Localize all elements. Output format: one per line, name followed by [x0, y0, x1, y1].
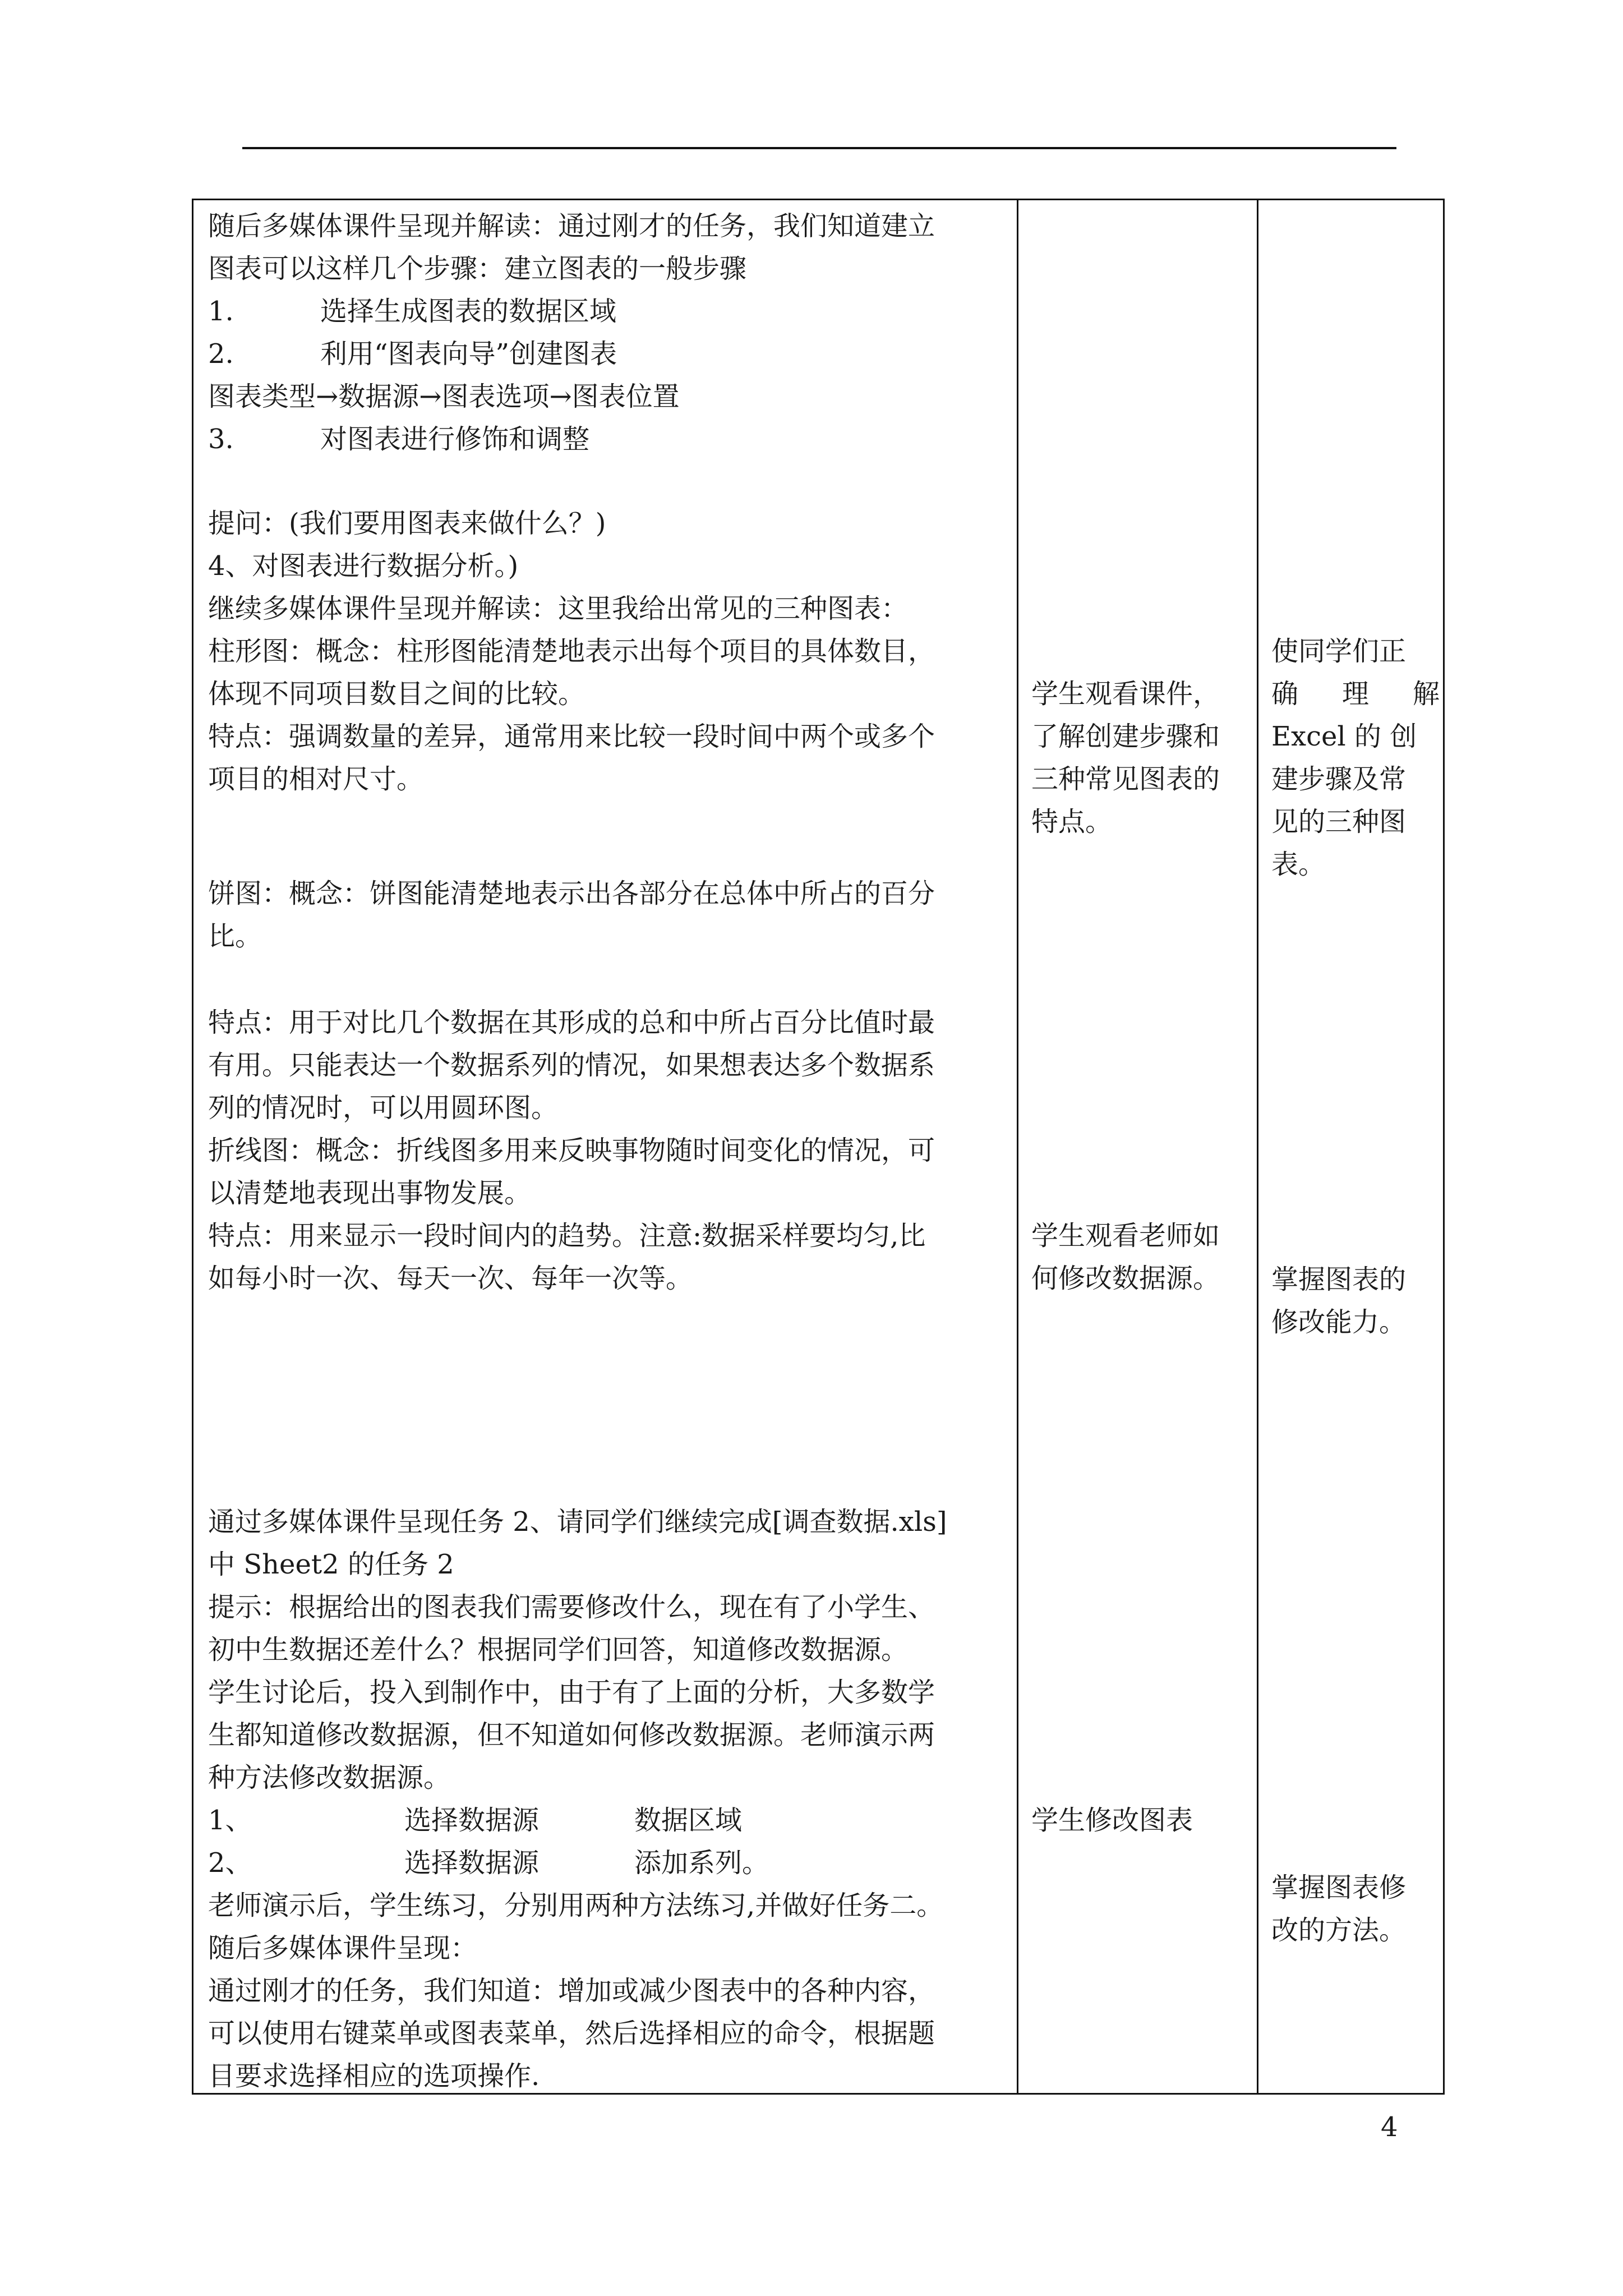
pie-chart-feature: 列的情况时，可以用圆环图。 — [208, 1092, 559, 1124]
student-activity-text: 学生观看老师如 — [1031, 1220, 1220, 1251]
justified-char: 理 — [1341, 678, 1369, 710]
hint-text: 初中生数据还差什么？根据同学们回答，知道修改数据源。 — [208, 1634, 909, 1665]
line-chart-feature: 如每小时一次、每天一次、每年一次等。 — [208, 1263, 693, 1294]
teaching-text-line: 随后多媒体课件呈现： — [208, 1932, 478, 1964]
student-activity-text: 了解创建步骤和 — [1031, 721, 1220, 752]
design-intent-text: Excel 的 创 — [1271, 721, 1417, 752]
teaching-text-line: 随后多媒体课件呈现并解读：通过刚才的任务，我们知道建立 — [208, 210, 935, 242]
design-intent-text: 使同学们正 — [1271, 636, 1407, 667]
method-number: 1、 — [208, 1805, 252, 1836]
student-activity-text: 学生修改图表 — [1031, 1805, 1193, 1836]
bar-chart-concept: 柱形图：概念：柱形图能清楚地表示出每个项目的具体数目， — [208, 636, 935, 667]
design-intent-text: 掌握图表修 — [1271, 1872, 1407, 1903]
method-step: 添加系列。 — [634, 1847, 769, 1879]
teaching-text-line: 图表可以这样几个步骤：建立图表的一般步骤 — [208, 253, 747, 284]
task2-text: 通过多媒体课件呈现任务 2、请同学们继续完成[调查数据.xls] — [208, 1506, 947, 1538]
justified-char: 确 — [1271, 678, 1299, 710]
design-intent-text: 修改能力。 — [1271, 1306, 1407, 1338]
step-number: 2. — [208, 338, 234, 370]
line-chart-concept: 折线图：概念：折线图多用来反映事物随时间变化的情况，可 — [208, 1135, 935, 1166]
design-intent-text: 改的方法。 — [1271, 1915, 1407, 1946]
header-rule — [242, 147, 1396, 149]
summary-text: 可以使用右键菜单或图表菜单，然后选择相应的命令，根据题 — [208, 2018, 935, 2049]
method-number: 2、 — [208, 1847, 252, 1879]
discussion-text: 学生讨论后，投入到制作中，由于有了上面的分析，大多数学 — [208, 1677, 935, 1708]
student-activity-text: 特点。 — [1031, 806, 1113, 838]
design-intent-text: 表。 — [1271, 849, 1326, 880]
step-item-3 — [208, 418, 589, 461]
lesson-table — [192, 199, 1445, 2095]
page-number: 4 — [1381, 2111, 1398, 2143]
summary-text: 目要求选择相应的选项操作. — [208, 2060, 540, 2092]
design-intent-text — [1271, 673, 1440, 715]
line-chart-feature: 特点：用来显示一段时间内的趋势。注意:数据采样要均匀,比 — [208, 1220, 926, 1251]
pie-chart-feature: 特点：用于对比几个数据在其形成的总和中所占百分比值时最 — [208, 1007, 935, 1038]
discussion-text: 生都知道修改数据源，但不知道如何修改数据源。老师演示两 — [208, 1719, 935, 1751]
practice-text: 老师演示后，学生练习，分别用两种方法练习,并做好任务二。 — [208, 1890, 944, 1921]
step-number: 3. — [208, 424, 234, 455]
column-divider-2 — [1257, 200, 1258, 2093]
step-text: 对图表进行修饰和调整 — [320, 424, 590, 455]
bar-chart-concept: 体现不同项目数目之间的比较。 — [208, 678, 585, 710]
column-divider-1 — [1017, 200, 1018, 2093]
pie-chart-concept: 饼图：概念：饼图能清楚地表示出各部分在总体中所占的百分 — [208, 878, 935, 909]
wizard-flow: 图表类型→数据源→图表选项→图表位置 — [208, 381, 680, 412]
step-text: 选择生成图表的数据区域 — [320, 296, 617, 327]
pie-chart-feature: 有用。只能表达一个数据系列的情况，如果想表达多个数据系 — [208, 1050, 935, 1081]
teaching-text-line: 继续多媒体课件呈现并解读：这里我给出常见的三种图表： — [208, 593, 909, 624]
method-step: 数据区域 — [634, 1805, 743, 1836]
student-activity-text: 何修改数据源。 — [1031, 1263, 1220, 1294]
question-text: 提问：(我们要用图表来做什么？) — [208, 508, 606, 539]
pie-chart-concept: 比。 — [208, 921, 262, 952]
design-intent-text: 掌握图表的 — [1271, 1264, 1407, 1295]
method-step: 选择数据源 — [404, 1805, 540, 1836]
step-item-1 — [208, 290, 616, 333]
method-item-1 — [208, 1799, 742, 1842]
bar-chart-feature: 特点：强调数量的差异，通常用来比较一段时间中两个或多个 — [208, 721, 935, 752]
step-number: 1. — [208, 296, 234, 327]
student-activity-text: 三种常见图表的 — [1031, 763, 1220, 795]
summary-text: 通过刚才的任务，我们知道：增加或减少图表中的各种内容， — [208, 1975, 935, 2007]
justified-char: 解 — [1412, 678, 1440, 710]
discussion-text: 种方法修改数据源。 — [208, 1762, 451, 1793]
bar-chart-feature: 项目的相对尺寸。 — [208, 763, 424, 795]
method-item-2 — [208, 1842, 769, 1884]
design-intent-text: 见的三种图 — [1271, 806, 1407, 838]
step-item-2 — [208, 333, 617, 375]
step-item-4: 4、对图表进行数据分析。) — [208, 550, 519, 582]
step-text: 利用“图表向导”创建图表 — [320, 338, 617, 370]
method-step: 选择数据源 — [404, 1847, 540, 1879]
design-intent-text: 建步骤及常 — [1271, 763, 1407, 795]
hint-text: 提示：根据给出的图表我们需要修改什么，现在有了小学生、 — [208, 1591, 935, 1623]
line-chart-concept: 以清楚地表现出事物发展。 — [208, 1177, 532, 1209]
task2-text: 中 Sheet2 的任务 2 — [208, 1549, 454, 1580]
student-activity-text: 学生观看课件， — [1031, 678, 1220, 710]
